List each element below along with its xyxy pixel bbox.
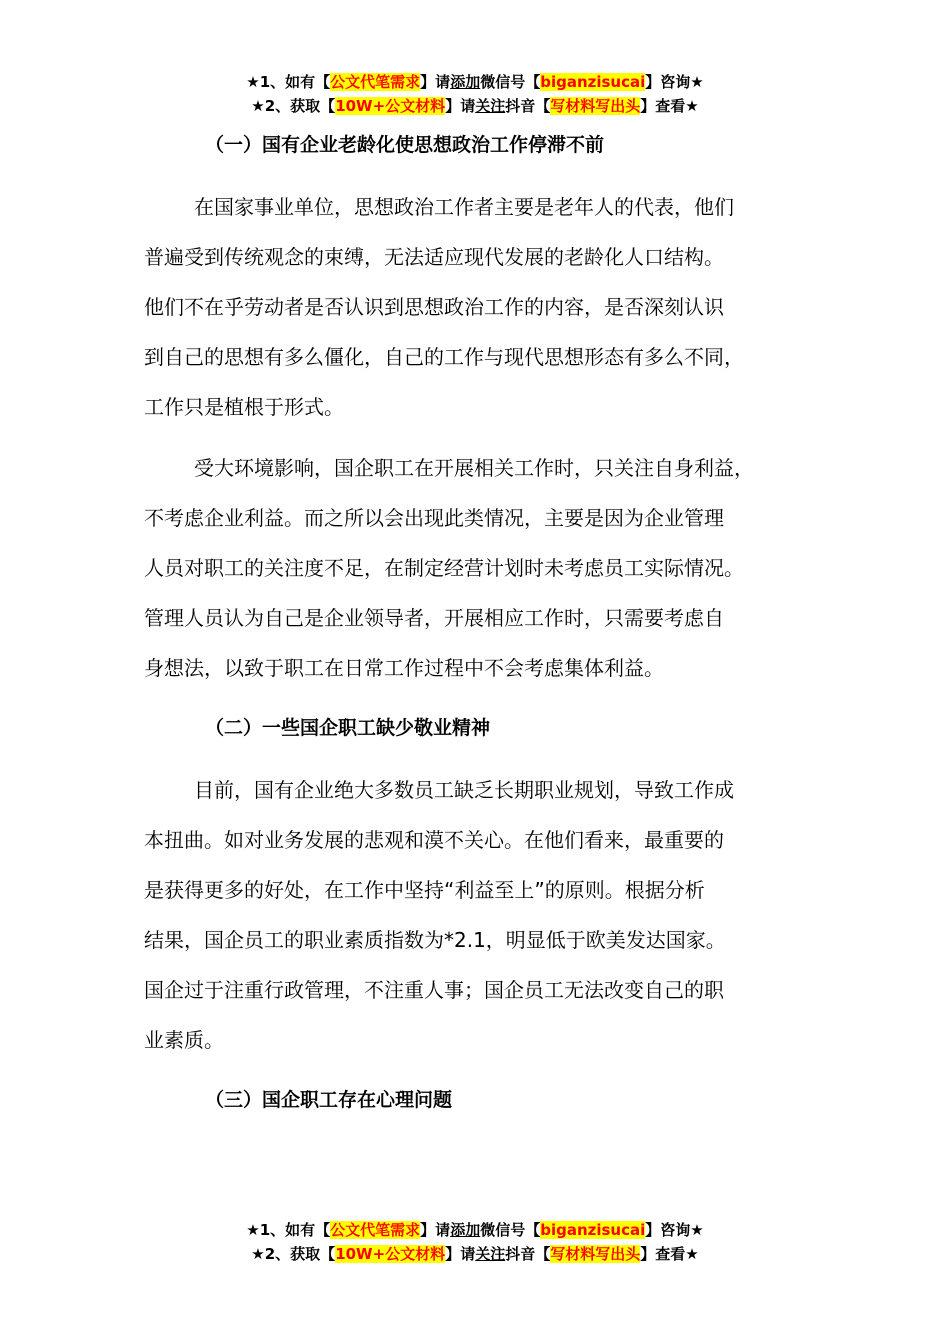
paragraph-line: 本扭曲。如对业务发展的悲观和漠不关心。在他们看来，最重要的 <box>144 828 724 852</box>
paragraph <box>144 765 824 1065</box>
banner-highlight: biganzisucai <box>540 1221 646 1239</box>
paragraph-line: 是获得更多的好处，在工作中坚持“利益至上”的原则。根据分析 <box>144 878 705 902</box>
paragraph-line: 目前，国有企业绝大多数员工缺乏长期职业规划，导致工作成 <box>194 778 734 802</box>
banner-text: ★2、获取【 <box>251 97 336 115</box>
paragraph-line: 不考虑企业利益。而之所以会出现此类情况，主要是因为企业管理 <box>144 506 724 530</box>
section-heading: （三）国企职工存在心理问题 <box>205 1089 453 1111</box>
paragraph-line: 他们不在乎劳动者是否认识到思想政治工作的内容，是否深刻认识 <box>144 295 724 319</box>
section-heading: （二）一些国企职工缺少敬业精神 <box>205 717 491 739</box>
banner-highlight: biganzisucai <box>540 73 646 91</box>
banner-text: 】请 <box>420 73 451 91</box>
paragraph-line: 结果，国企员工的职业素质指数为*2.1，明显低于欧美发达国家。 <box>144 928 726 952</box>
banner-underline: 添加 <box>450 1221 481 1239</box>
banner-text: ★2、获取【 <box>251 1245 336 1263</box>
banner-text: 】查看★ <box>640 1245 699 1263</box>
banner-underline: 关注 <box>475 97 506 115</box>
banner-text: 】请 <box>445 1245 476 1263</box>
banner-highlight: 公文代笔需求 <box>330 73 421 91</box>
paragraph-line: 国企过于注重行政管理，不注重人事；国企员工无法改变自己的职 <box>144 978 724 1002</box>
banner-text: 】请 <box>420 1221 451 1239</box>
paragraph-line: 业素质。 <box>144 1028 224 1052</box>
banner-line-2 <box>0 1242 950 1266</box>
banner-highlight: 写材料写出头 <box>550 97 641 115</box>
banner-text: 】请 <box>445 97 476 115</box>
banner-highlight: 10W+公文材料 <box>335 97 446 115</box>
banner-text: 】咨询★ <box>645 1221 704 1239</box>
banner-line-1 <box>0 1218 950 1242</box>
paragraph-line: 工作只是植根于形式。 <box>144 395 344 419</box>
paragraph-line: 到自己的思想有多么僵化，自己的工作与现代思想形态有多么不同， <box>144 345 744 369</box>
banner-text: 抖音【 <box>505 1245 551 1263</box>
banner-text: 】咨询★ <box>645 73 704 91</box>
header-banner <box>0 70 950 118</box>
paragraph-line: 人员对职工的关注度不足，在制定经营计划时未考虑员工实际情况。 <box>144 556 744 580</box>
banner-text: 微信号【 <box>480 1221 541 1239</box>
banner-text: ★1、如有【 <box>246 1221 331 1239</box>
banner-highlight: 写材料写出头 <box>550 1245 641 1263</box>
banner-underline: 添加 <box>450 73 481 91</box>
paragraph <box>144 443 824 693</box>
paragraph-line: 管理人员认为自己是企业领导者，开展相应工作时，只需要考虑自 <box>144 606 724 630</box>
paragraph <box>144 182 824 432</box>
paragraph-line: 身想法，以致于职工在日常工作过程中不会考虑集体利益。 <box>144 656 664 680</box>
banner-highlight: 10W+公文材料 <box>335 1245 446 1263</box>
banner-highlight: 公文代笔需求 <box>330 1221 421 1239</box>
section-heading: （一）国有企业老龄化使思想政治工作停滞不前 <box>205 134 605 156</box>
paragraph-line: 在国家事业单位，思想政治工作者主要是老年人的代表，他们 <box>194 195 734 219</box>
paragraph-line: 普遍受到传统观念的束缚，无法适应现代发展的老龄化人口结构。 <box>144 245 724 269</box>
banner-text: ★1、如有【 <box>246 73 331 91</box>
banner-line-1 <box>0 70 950 94</box>
banner-underline: 关注 <box>475 1245 506 1263</box>
footer-banner <box>0 1218 950 1266</box>
banner-text: 】查看★ <box>640 97 699 115</box>
paragraph-line: 受大环境影响，国企职工在开展相关工作时，只关注自身利益， <box>194 456 754 480</box>
banner-text: 抖音【 <box>505 97 551 115</box>
banner-text: 微信号【 <box>480 73 541 91</box>
banner-line-2 <box>0 94 950 118</box>
